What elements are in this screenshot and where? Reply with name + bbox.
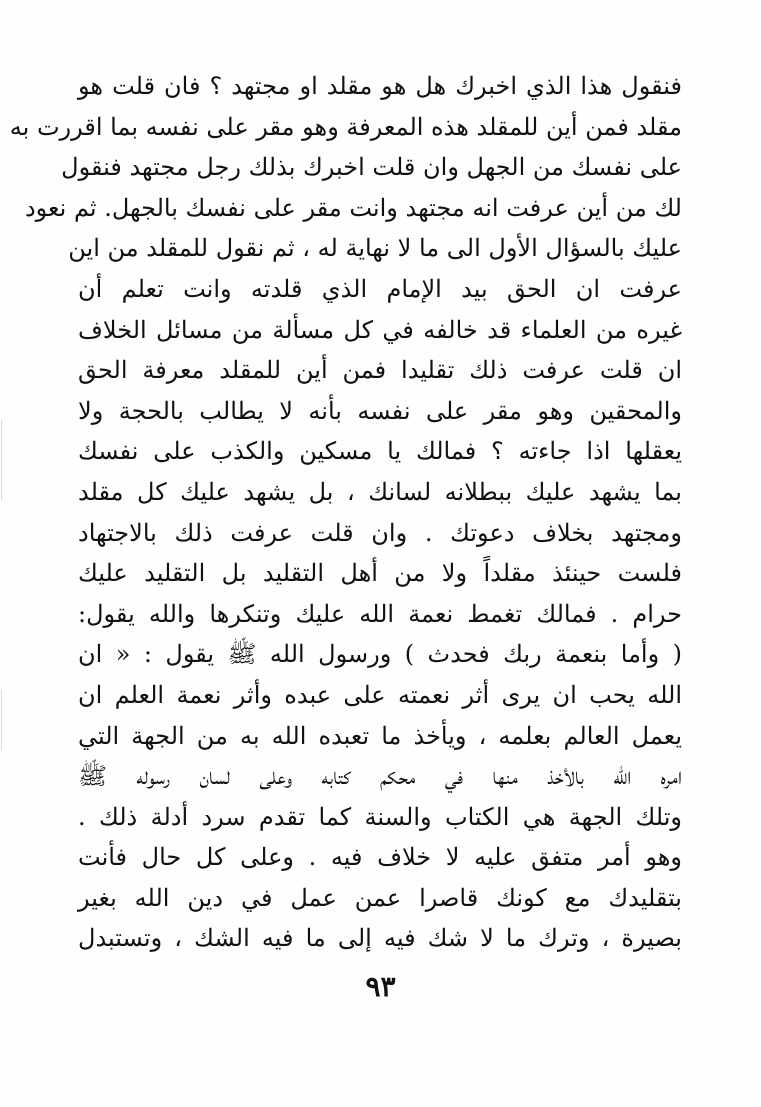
text-line: الله يحب ان يرى أثر نعمته على عبده وأثر نعمة العلم ان: [78, 680, 682, 709]
text-line: ( وأما بنعمة ربك فحدث ) ورسول الله ﷺ يقول : « ان: [78, 640, 682, 669]
text-line: والمحقين وهو مقر على نفسه بأنه لا يطالب بالحجة ولا: [78, 396, 682, 425]
text-line: امره الله بالأخذ منها في محكم كتابه وعلى لسان رسوله ﷺ: [78, 762, 682, 791]
scan-edge-mark: [1, 420, 2, 500]
text-line: حرام . فمالك تغمط نعمة الله عليك وتنكرها والله يقول:: [78, 599, 682, 628]
text-line: وتلك الجهة هي الكتاب والسنة كما تقدم سرد أدلة ذلك .: [78, 802, 682, 831]
text-line: على نفسك من الجهل وان قلت اخبرك بذلك رجل مجتهد فنقول: [61, 153, 682, 182]
text-line: بما يشهد عليك ببطلانه لسانك ، بل يشهد عليك كل مقلد: [78, 477, 682, 506]
text-line: وهو أمر متفق عليه لا خلاف فيه . وعلى كل حال فأنت: [78, 843, 682, 872]
text-line: يعمل العالم بعلمه ، ويأخذ ما تعبده الله به من الجهة التي: [78, 721, 682, 750]
text-line: بتقليدك مع كونك قاصرا عمن عمل في دين الله بغير: [78, 883, 682, 912]
page-number: ٩٣: [365, 970, 396, 1003]
text-line: لك من أين عرفت انه مجتهد وانت مقر على نفسك بالجهل. ثم نعود: [24, 193, 682, 222]
scan-edge-mark: [1, 690, 2, 750]
text-line: بصيرة ، وترك ما لا شك فيه إلى ما فيه الشك ، وتستبدل: [78, 924, 682, 953]
text-line: فنقول هذا الذي اخبرك هل هو مقلد او مجتهد ؟ فان قلت هو: [78, 72, 682, 100]
text-line: عرفت ان الحق بيد الإمام الذي قلدته وانت تعلم أن: [78, 274, 682, 303]
text-line: ان قلت عرفت ذلك تقليدا فمن أين للمقلد معرفة الحق: [78, 356, 682, 385]
text-line: يعقلها اذا جاءته ؟ فمالك يا مسكين والكذب على نفسك: [78, 437, 682, 466]
body-text: [9, 66, 682, 959]
text-line: فلست حينئذ مقلداً ولا من أهل التقليد بل التقليد عليك: [78, 559, 682, 588]
text-line: مقلد فمن أين للمقلد هذه المعرفة وهو مقر على نفسه بما اقررت به: [9, 112, 682, 141]
text-line: ومجتهد بخلاف دعوتك . وان قلت عرفت ذلك بالاجتهاد: [78, 518, 682, 547]
text-line: عليك بالسؤال الأول الى ما لا نهاية له ، ثم نقول للمقلد من اين: [68, 234, 682, 263]
text-line: غيره من العلماء قد خالفه في كل مسألة من مسائل الخلاف: [78, 315, 682, 344]
